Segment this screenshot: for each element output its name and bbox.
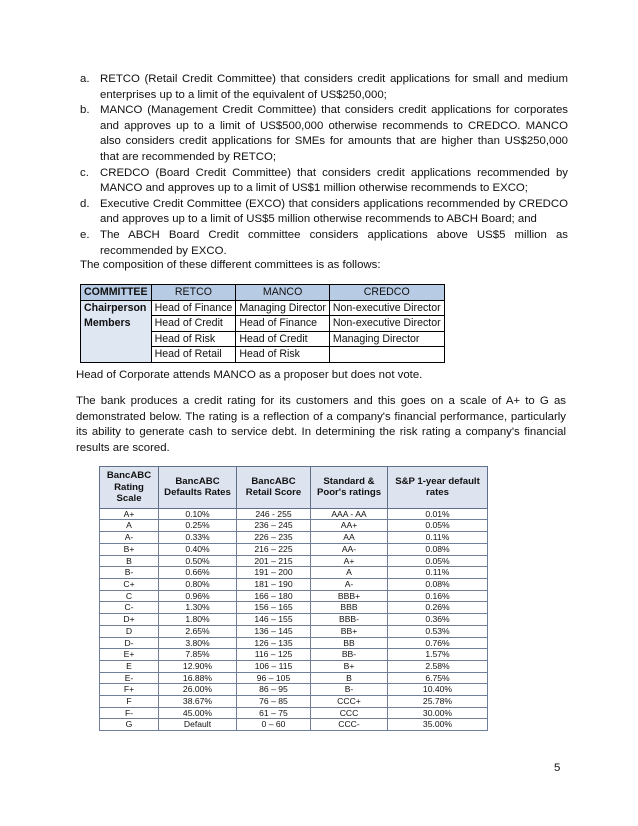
table-cell: 0.16% (388, 590, 488, 602)
table-cell: AAA - AA (311, 508, 388, 520)
table-cell: 76 – 85 (237, 696, 311, 708)
table-cell: A- (311, 579, 388, 591)
table-cell: 126 – 135 (237, 637, 311, 649)
table-cell: F- (100, 707, 159, 719)
table-cell: 26.00% (159, 684, 237, 696)
table-row (100, 590, 488, 602)
table-cell: 0.08% (388, 543, 488, 555)
table-cell: Managing Director (329, 331, 444, 347)
table-cell: 0.66% (159, 567, 237, 579)
table-cell: D+ (100, 614, 159, 626)
table-cell: 25.78% (388, 696, 488, 708)
table-cell: CCC+ (311, 696, 388, 708)
header-cell: COMMITTEE (81, 285, 152, 301)
table-header-row (100, 467, 488, 509)
table-cell: B- (100, 567, 159, 579)
table-cell: AA- (311, 543, 388, 555)
table-cell: 0.11% (388, 532, 488, 544)
table-cell: CCC- (311, 719, 388, 731)
table-cell: D- (100, 637, 159, 649)
table-row (100, 660, 488, 672)
row-label-empty (81, 347, 152, 363)
table-cell: 0.01% (388, 508, 488, 520)
table-cell: 1.80% (159, 614, 237, 626)
table-cell: 2.58% (388, 660, 488, 672)
row-label-members: Members (81, 316, 152, 332)
table-cell: 0.26% (388, 602, 488, 614)
table-header-row (81, 285, 445, 301)
table-cell: 38.67% (159, 696, 237, 708)
table-row (100, 672, 488, 684)
table-cell: 156 – 165 (237, 602, 311, 614)
header-cell: MANCO (236, 285, 330, 301)
table-row (100, 555, 488, 567)
table-cell: Non-executive Director (329, 300, 444, 316)
list-item-text: MANCO (Management Credit Committee) that considers credit applications for corporates and approves up to a limit of US$500,000 otherwise recommends to CREDCO. MANCO also considers credit applications for SMEs for amounts that are higher than US$250,000 that are recommended by RETCO; (100, 104, 568, 163)
header-cell: S&P 1-year default rates (388, 467, 488, 509)
table-cell: 0.05% (388, 555, 488, 567)
table-row (100, 684, 488, 696)
header-cell: BancABC Rating Scale (100, 467, 159, 509)
table-row (81, 331, 445, 347)
table-row (100, 520, 488, 532)
table-cell: Head of Credit (236, 331, 330, 347)
list-item (58, 72, 568, 103)
header-cell: CREDCO (329, 285, 444, 301)
table-cell: 201 – 215 (237, 555, 311, 567)
table-cell: B (311, 672, 388, 684)
table-cell: 0.53% (388, 625, 488, 637)
table-cell: 0.40% (159, 543, 237, 555)
rating-table-body (100, 508, 488, 730)
committee-list (58, 72, 568, 259)
row-label-empty (81, 331, 152, 347)
table-cell: B- (311, 684, 388, 696)
table-cell: E+ (100, 649, 159, 661)
table-cell: 181 – 190 (237, 579, 311, 591)
header-cell: BancABC Retail Score (237, 467, 311, 509)
table-cell: 226 – 235 (237, 532, 311, 544)
table-cell: Head of Risk (151, 331, 236, 347)
table-cell: 0.33% (159, 532, 237, 544)
table-row (100, 602, 488, 614)
table-row (100, 579, 488, 591)
table-cell: 166 – 180 (237, 590, 311, 602)
list-marker: c. (80, 166, 89, 179)
table-row (100, 637, 488, 649)
table-cell: A (311, 567, 388, 579)
table-row (100, 696, 488, 708)
table-cell: 0.96% (159, 590, 237, 602)
table-cell: C- (100, 602, 159, 614)
table-cell: 6.75% (388, 672, 488, 684)
table-cell: Head of Credit (151, 316, 236, 332)
table-cell: 45.00% (159, 707, 237, 719)
table-cell: AA (311, 532, 388, 544)
rating-paragraph: The bank produces a credit rating for its customers and this goes on a scale of A+ to G as demonstrated below. The rating is a reflection of a company's financial performance, particularly its ability to generate cash to service debt. In determining the risk rating a company's financial results are scored. (76, 395, 566, 454)
table-cell: 116 – 125 (237, 649, 311, 661)
list-item-text: The ABCH Board Credit committee considers applications above US$5 million as recommended by EXCO. (100, 228, 568, 257)
committee-composition-table (80, 284, 445, 363)
table-cell: 0.05% (388, 520, 488, 532)
table-cell: 3.80% (159, 637, 237, 649)
table-cell: 0.08% (388, 579, 488, 591)
table-cell: 0.80% (159, 579, 237, 591)
list-item (58, 228, 568, 259)
table-cell: 0 – 60 (237, 719, 311, 731)
table-cell: 10.40% (388, 684, 488, 696)
header-cell: Standard & Poor's ratings (311, 467, 388, 509)
table-cell: 2.65% (159, 625, 237, 637)
table-cell: G (100, 719, 159, 731)
table-cell: AA+ (311, 520, 388, 532)
table-cell: E- (100, 672, 159, 684)
table-cell: 0.76% (388, 637, 488, 649)
table-cell: A (100, 520, 159, 532)
table-cell: BB (311, 637, 388, 649)
table-cell: 0.11% (388, 567, 488, 579)
table-row (100, 707, 488, 719)
table-row (81, 347, 445, 363)
table-cell: 216 – 225 (237, 543, 311, 555)
page-number: 5 (554, 762, 561, 774)
table-cell: 61 – 75 (237, 707, 311, 719)
table-cell: 0.10% (159, 508, 237, 520)
table-cell: BBB (311, 602, 388, 614)
table-cell: 136 – 145 (237, 625, 311, 637)
header-cell: RETCO (151, 285, 236, 301)
table-cell: Default (159, 719, 237, 731)
table-cell: CCC (311, 707, 388, 719)
table-cell: Head of Retail (151, 347, 236, 363)
table-cell: 96 – 105 (237, 672, 311, 684)
table-cell: 246 - 255 (237, 508, 311, 520)
table-cell: F (100, 696, 159, 708)
table-row (100, 543, 488, 555)
table-cell: C (100, 590, 159, 602)
table-cell: 236 – 245 (237, 520, 311, 532)
list-marker: b. (80, 104, 90, 117)
list-marker: d. (80, 197, 90, 210)
table-cell: 35.00% (388, 719, 488, 731)
table-cell: 16.88% (159, 672, 237, 684)
table-cell: Non-executive Director (329, 316, 444, 332)
list-item-text: Executive Credit Committee (EXCO) that considers applications recommended by CREDCO and approves up to a limit of US$5 million otherwise recommends to ABCH Board; and (100, 197, 568, 226)
table-cell: D (100, 625, 159, 637)
table-row (81, 300, 445, 316)
table-row (100, 625, 488, 637)
table-row (100, 649, 488, 661)
list-item (58, 166, 568, 197)
table-cell: 86 – 95 (237, 684, 311, 696)
manco-note: Head of Corporate attends MANCO as a proposer but does not vote. (76, 369, 423, 381)
header-cell: BancABC Defaults Rates (159, 467, 237, 509)
table-cell: A+ (100, 508, 159, 520)
table-cell: A- (100, 532, 159, 544)
table-cell: F+ (100, 684, 159, 696)
table-cell: Managing Director (236, 300, 330, 316)
table-cell: 1.30% (159, 602, 237, 614)
list-item-text: CREDCO (Board Credit Committee) that considers credit applications recommended by MANCO and approves up to a limit of US$1 million otherwise recommends to EXCO; (100, 166, 568, 195)
table-cell: 106 – 115 (237, 660, 311, 672)
table-cell: 7.85% (159, 649, 237, 661)
table-cell: Head of Finance (151, 300, 236, 316)
list-item-text: RETCO (Retail Credit Committee) that considers credit applications for small and medium enterprises up to a limit of the equivalent of US$250,000; (100, 73, 568, 101)
table-row (100, 567, 488, 579)
table-row (100, 532, 488, 544)
table-cell: B (100, 555, 159, 567)
table-cell: 0.50% (159, 555, 237, 567)
list-marker: a. (80, 73, 90, 85)
table-cell: C+ (100, 579, 159, 591)
table-cell: 12.90% (159, 660, 237, 672)
list-item (58, 197, 568, 228)
table-row (81, 316, 445, 332)
table-cell: BBB- (311, 614, 388, 626)
table-cell: BBB+ (311, 590, 388, 602)
table-row (100, 614, 488, 626)
table-cell: Head of Risk (236, 347, 330, 363)
list-item (58, 103, 568, 165)
table-cell: Head of Finance (236, 316, 330, 332)
table-cell: BB- (311, 649, 388, 661)
table-cell: 146 – 155 (237, 614, 311, 626)
table-cell: B+ (311, 660, 388, 672)
table-row (100, 719, 488, 731)
row-label-chairperson: Chairperson (81, 300, 152, 316)
table-cell: 30.00% (388, 707, 488, 719)
table-cell: 1.57% (388, 649, 488, 661)
table-cell: A+ (311, 555, 388, 567)
credit-rating-table (99, 466, 488, 731)
table-cell: B+ (100, 543, 159, 555)
table-cell: 0.36% (388, 614, 488, 626)
table-cell: BB+ (311, 625, 388, 637)
table-cell: 191 – 200 (237, 567, 311, 579)
table-cell (329, 347, 444, 363)
composition-intro: The composition of these different committees is as follows: (80, 259, 381, 271)
table-cell: 0.25% (159, 520, 237, 532)
table-row (100, 508, 488, 520)
list-marker: e. (80, 228, 90, 241)
table-cell: E (100, 660, 159, 672)
